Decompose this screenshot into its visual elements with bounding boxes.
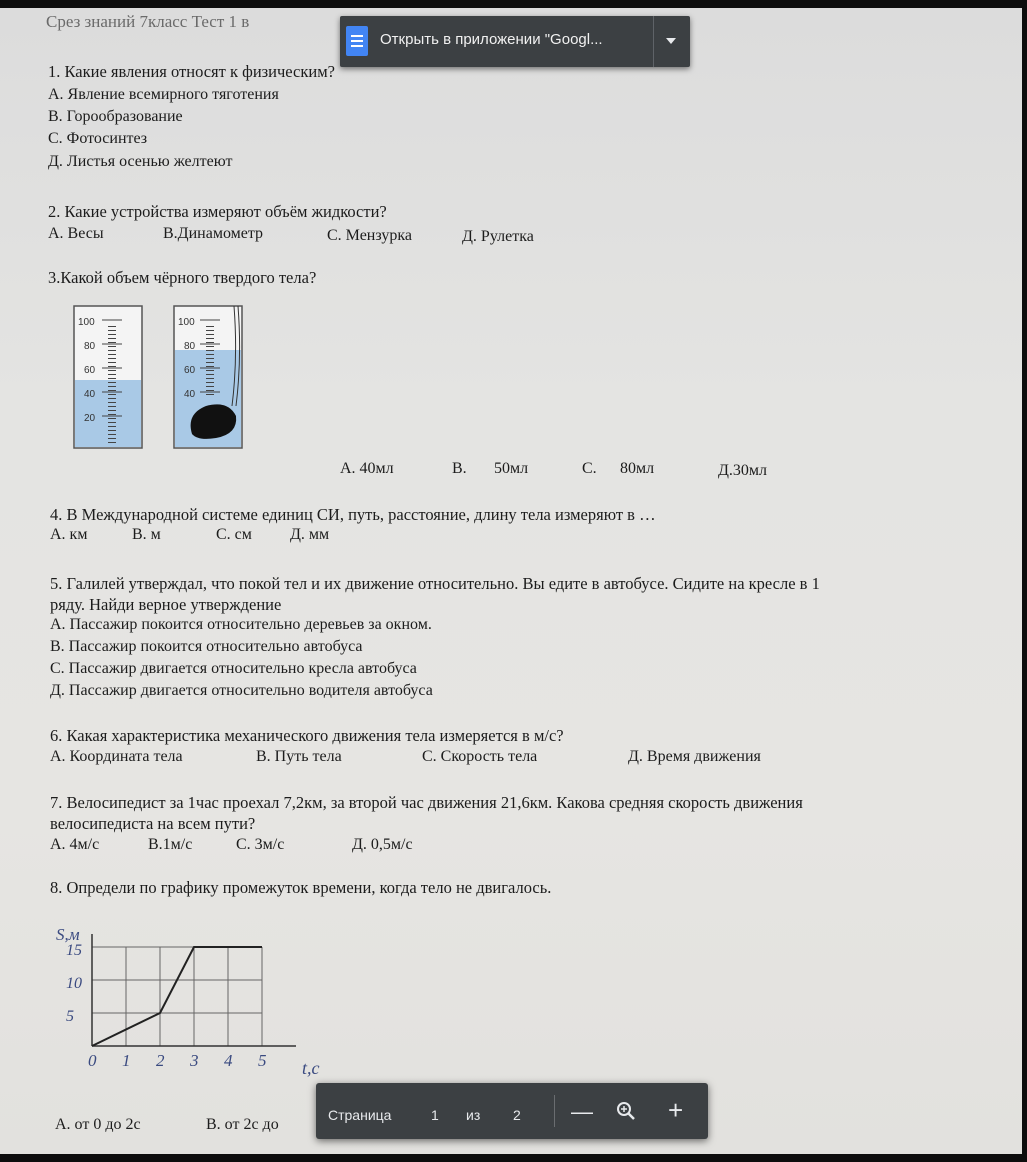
q5-option-c: С. Пассажир двигается относительно кресла автобуса: [50, 660, 417, 677]
cyl2-tick-40: 40: [184, 389, 196, 400]
graph-y-axis-label: S,м: [56, 925, 80, 944]
google-docs-icon: [346, 26, 368, 56]
question-2: 2. Какие устройства измеряют объём жидкости?: [48, 202, 387, 221]
question-5-line-2: ряду. Найди верное утверждение: [50, 595, 282, 614]
toolbar-divider: [554, 1095, 555, 1127]
cyl2-tick-80: 80: [184, 341, 196, 352]
q3-option-c-value: 80мл: [620, 460, 655, 477]
question-4: 4. В Международной системе единиц СИ, путь, расстояние, длину тела измеряют в …: [50, 505, 656, 524]
q1-option-b: В. Горообразование: [48, 108, 183, 125]
question-3: 3.Какой объем чёрного твердого тела?: [48, 268, 317, 287]
q7-option-c: С. 3м/с: [236, 836, 285, 853]
q6-option-d: Д. Время движения: [628, 748, 761, 765]
question-1: 1. Какие явления относят к физическим?: [48, 62, 335, 81]
cyl1-tick-40: 40: [84, 389, 96, 400]
document-page: [0, 8, 1022, 1154]
graph-x-tick-label: 1: [122, 1051, 131, 1070]
question-7-line-1: 7. Велосипедист за 1час проехал 7,2км, за второй час движения 21,6км. Какова средняя скорость движения: [50, 793, 803, 812]
measuring-cylinders-illustration: [66, 298, 286, 458]
page-label: Страница: [328, 1107, 392, 1123]
q1-option-a: А. Явление всемирного тяготения: [48, 86, 279, 103]
q5-option-a: А. Пассажир покоится относительно деревьев за окном.: [50, 616, 432, 633]
q2-option-a: А. Весы: [48, 225, 104, 242]
screen-bottom-bezel: [0, 1154, 1027, 1162]
question-7-line-2: велосипедиста на всем пути?: [50, 814, 256, 833]
graph-line: [92, 947, 262, 1046]
q3-option-b-letter: В.: [452, 460, 467, 477]
q5-option-d: Д. Пассажир двигается относительно водителя автобуса: [50, 682, 433, 699]
graph-y-tick-label: 15: [66, 942, 82, 959]
graph-x-axis-label: t,c: [302, 1058, 320, 1078]
q2-option-d: Д. Рулетка: [462, 228, 534, 245]
q3-option-a: А. 40мл: [340, 460, 394, 477]
q7-option-a: А. 4м/с: [50, 836, 100, 853]
graph-x-tick-label: 3: [190, 1051, 199, 1070]
cyl1-tick-60: 60: [84, 365, 96, 376]
question-6: 6. Какая характеристика механического движения тела измеряется в м/с?: [50, 726, 564, 745]
q3-option-c-letter: С.: [582, 460, 597, 477]
zoom-in-button[interactable]: +: [668, 1095, 684, 1125]
graph-x-tick-label: 5: [258, 1051, 267, 1070]
q1-option-d: Д. Листья осенью желтеют: [48, 153, 233, 170]
page-toolbar: [316, 1083, 708, 1139]
q4-option-c: С. см: [216, 526, 252, 543]
cyl1-tick-20: 20: [84, 413, 96, 424]
question-5-line-1: 5. Галилей утверждал, что покой тел и их движение относительно. Вы едите в автобусе. Сидите на кресле в 1: [50, 574, 820, 593]
graph-y-tick-label: 10: [66, 975, 82, 992]
cyl1-tick-100: 100: [78, 317, 95, 328]
question-8: 8. Определи по графику промежуток времени, когда тело не двигалось.: [50, 878, 552, 897]
q6-option-a: А. Координата тела: [50, 748, 183, 765]
q2-option-c: С. Мензурка: [327, 227, 412, 244]
open-in-app-bar[interactable]: [340, 16, 690, 67]
cyl1-tick-80: 80: [84, 341, 96, 352]
graph-x-tick-label: 4: [224, 1051, 233, 1070]
total-pages: 2: [513, 1107, 521, 1123]
zoom-out-button[interactable]: —: [571, 1099, 593, 1124]
q6-option-c: С. Скорость тела: [422, 748, 538, 765]
page-of-label: из: [466, 1107, 481, 1123]
q3-option-b-value: 50мл: [494, 460, 529, 477]
q4-option-d: Д. мм: [290, 526, 330, 543]
q7-option-b: В.1м/с: [148, 836, 193, 853]
q4-option-a: А. км: [50, 526, 88, 543]
q5-option-b: В. Пассажир покоится относительно автобуса: [50, 638, 363, 655]
cyl2-tick-60: 60: [184, 365, 196, 376]
q4-option-b: В. м: [132, 526, 161, 543]
zoom-icon[interactable]: [616, 1101, 636, 1121]
current-page-number[interactable]: 1: [431, 1107, 439, 1123]
q2-option-b: В.Динамометр: [163, 225, 264, 242]
q6-option-b: В. Путь тела: [256, 748, 342, 765]
q1-option-c: С. Фотосинтез: [48, 130, 148, 147]
open-in-app-dropdown[interactable]: [653, 16, 690, 67]
q3-option-d: Д.30мл: [718, 462, 768, 479]
document-title: Срез знаний 7класс Тест 1 в: [46, 12, 250, 31]
q7-option-d: Д. 0,5м/с: [352, 836, 413, 853]
graph-x-tick-label: 2: [156, 1051, 165, 1070]
open-in-app-button[interactable]: Открыть в приложении "Googl...: [380, 31, 603, 48]
q8-option-a: А. от 0 до 2с: [55, 1116, 141, 1133]
graph-y-tick-label: 5: [66, 1008, 74, 1025]
graph-x-tick-label: 0: [88, 1051, 97, 1070]
chevron-down-icon: [666, 38, 676, 44]
q8-option-b: В. от 2с до: [206, 1116, 279, 1133]
cyl2-tick-100: 100: [178, 317, 195, 328]
distance-time-graph: [46, 918, 336, 1103]
